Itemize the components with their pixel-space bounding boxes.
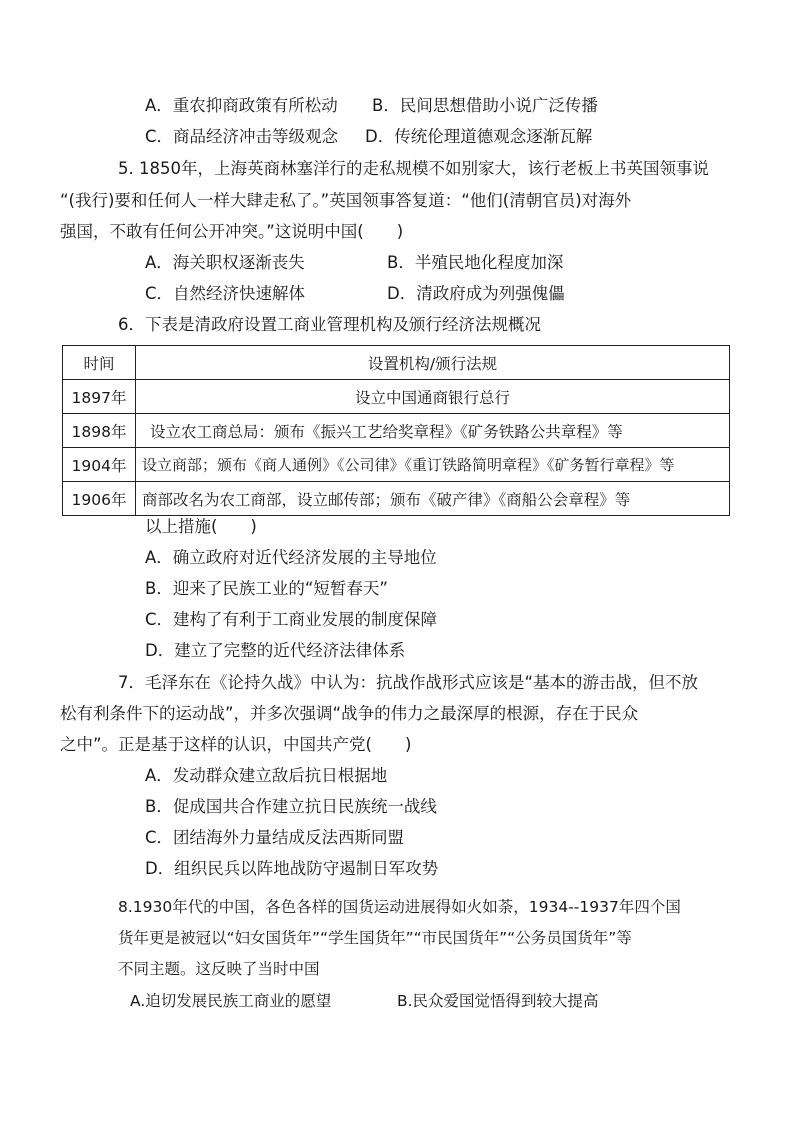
table-cell-measure: 商部改名为农工商部，设立邮传部；颁布《破产律》《商船公会章程》等	[136, 482, 730, 516]
q8-option-a: A.迫切发展民族工商业的愿望	[130, 992, 332, 1010]
q5-stem-line3: 强国，不敢有任何公开冲突。”这说明中国( )	[60, 222, 404, 241]
table-cell-year: 1898年	[63, 414, 136, 448]
q7-stem-line2: 松有利条件下的运动战”，并多次强调“战争的伟力之最深厚的根源，存在于民众	[60, 704, 639, 723]
table-cell-measure: 设立商部；颁布《商人通例》《公司律》《重订铁路简明章程》《矿务暂行章程》等	[136, 448, 730, 482]
q5-option-c: C．自然经济快速解体	[145, 284, 306, 303]
q8-stem-line1: 8.1930年代的中国，各色各样的国货运动进展得如火如荼，1934--1937年四个国	[118, 898, 681, 916]
q5-stem-line2: “(我行)要和任何人一样大肆走私了。”英国领事答复道：“他们(清朝官员)对海外	[60, 191, 632, 210]
q4-option-d: D．传统伦理道德观念逐渐瓦解	[365, 127, 593, 146]
q7-option-b: B．促成国共合作建立抗日民族统一战线	[145, 797, 437, 816]
table-cell-year: 1906年	[63, 482, 136, 516]
table-header-row	[63, 346, 730, 380]
q4-option-a: A．重农抑商政策有所松动	[145, 96, 338, 115]
q5-stem-line1: 5. 1850年，上海英商林塞洋行的走私规模不如别家大，该行老板上书英国领事说	[118, 159, 709, 178]
q7-option-d: D．组织民兵以阵地战防守遏制日军攻势	[145, 859, 439, 878]
q8-option-b: B.民众爱国觉悟得到较大提高	[397, 992, 599, 1010]
q7-option-c: C．团结海外力量结成反法西斯同盟	[145, 828, 405, 847]
table-row	[63, 482, 730, 516]
q5-option-a: A．海关职权逐渐丧失	[145, 253, 305, 272]
q6-option-a: A．确立政府对近代经济发展的主导地位	[145, 548, 437, 567]
table-cell-measure: 设立农工商总局：颁布《振兴工艺给奖章程》《矿务铁路公共章程》等	[136, 414, 730, 448]
table-header-measure: 设置机构/颁行法规	[136, 346, 730, 380]
table-cell-year: 1897年	[63, 380, 136, 414]
q5-option-d: D．清政府成为列强傀儡	[387, 284, 565, 303]
q4-option-b: B．民间思想借助小说广泛传播	[372, 96, 598, 115]
table-cell-measure: 设立中国通商银行总行	[136, 380, 730, 414]
q6-table	[62, 345, 730, 516]
table-cell-year: 1904年	[63, 448, 136, 482]
q5-option-b: B．半殖民地化程度加深	[387, 253, 564, 272]
q6-option-b: B．迎来了民族工业的“短暂春天”	[145, 579, 388, 598]
q6-option-c: C．建构了有利于工商业发展的制度保障	[145, 610, 438, 629]
q4-option-c: C．商品经济冲击等级观念	[145, 127, 339, 146]
q6-option-d: D．建立了完整的近代经济法律体系	[145, 641, 406, 660]
q8-stem-line2: 货年更是被冠以“妇女国货年”“学生国货年”“市民国货年”“公务员国货年”等	[118, 929, 632, 947]
table-row	[63, 414, 730, 448]
q7-option-a: A．发动群众建立敌后抗日根据地	[145, 766, 388, 785]
q6-stem: 6．下表是清政府设置工商业管理机构及颁行经济法规概况	[118, 315, 541, 334]
table-row	[63, 380, 730, 414]
q8-stem-line3: 不同主题。这反映了当时中国	[118, 960, 320, 978]
q7-stem-line3: 之中”。正是基于这样的认识，中国共产党( )	[60, 735, 412, 754]
q7-stem-line1: 7．毛泽东在《论持久战》中认为：抗战作战形式应该是“基本的游击战，但不放	[118, 673, 699, 692]
table-row	[63, 448, 730, 482]
q6-after-table: 以上措施( )	[145, 517, 257, 536]
table-header-time: 时间	[63, 346, 136, 380]
